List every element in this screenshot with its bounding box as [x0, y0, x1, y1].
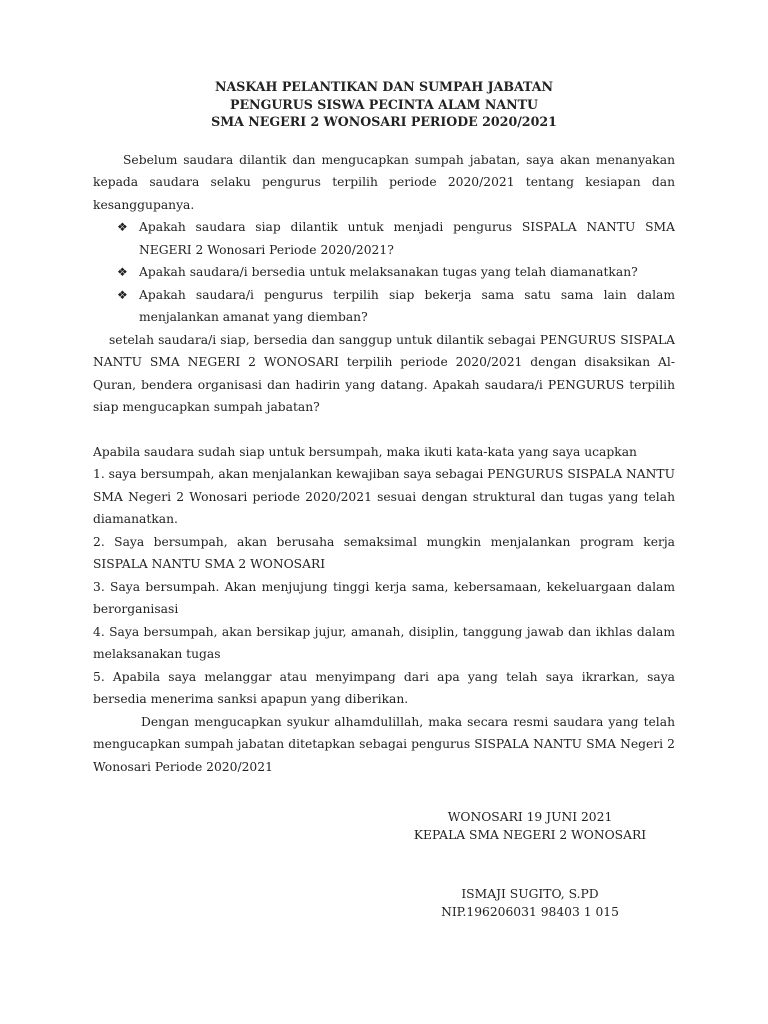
document-page	[93, 78, 675, 778]
oath-intro: Apabila saudara sudah siap untuk bersumpah, maka ikuti kata-kata yang saya ucapkan	[93, 444, 637, 459]
signer-position: KEPALA SMA NEGERI 2 WONOSARI	[413, 828, 647, 842]
title-line-1: NASKAH PELANTIKAN DAN SUMPAH JABATAN	[214, 79, 554, 94]
diamond-bullet-icon: ❖	[117, 265, 128, 279]
diamond-bullet-icon: ❖	[117, 287, 128, 302]
title-line-2: PENGURUS SISWA PECINTA ALAM NANTU	[229, 96, 539, 112]
closing-paragraph: Dengan mengucapkan syukur alhamdulillah, maka secara resmi saudara yang telah mengucapkan sumpah jabatan ditetapkan sebagai pengurus SISPALA NANTU SMA Negeri 2 Wonosari Periode 2020/2021	[93, 714, 675, 774]
oath-item: 2. Saya bersumpah, akan berusaha semaksimal mungkin menjalankan program kerja SISPALA NANTU SMA 2 WONOSARI	[93, 534, 675, 571]
diamond-bullet-icon: ❖	[117, 220, 128, 234]
document-title	[93, 78, 675, 131]
confirmation-paragraph: setelah saudara/i siap, bersedia dan sanggup untuk dilantik sebagai PENGURUS SISPALA NANTU SMA NEGERI 2 WONOSARI terpilih periode 2020/2021 dengan disaksikan Al-Quran, bendera organisasi dan hadirin yang datang. Apakah saudara/i PENGURUS terpilih siap mengucapkan sumpah jabatan?	[93, 332, 675, 414]
question-list	[93, 216, 675, 329]
intro-paragraph: Sebelum saudara dilantik dan mengucapkan sumpah jabatan, saya akan menanyakan kepada saudara selaku pengurus terpilih periode 2020/2021 tentang kesiapan dan kesanggupanya.	[93, 152, 675, 212]
oath-item: 1. saya bersumpah, akan menjalankan kewajiban saya sebagai PENGURUS SISPALA NANTU SMA Negeri 2 Wonosari periode 2020/2021 sesuai dengan struktural dan tugas yang telah diamanatkan.	[93, 467, 675, 526]
spacer	[93, 419, 675, 441]
signer-name: ISMAJI SUGITO, S.PD	[461, 887, 599, 901]
question-text: Apakah saudara/i pengurus terpilih siap bekerja sama satu sama lain dalam menjalankan amanat yang diemban?	[139, 287, 675, 324]
signer-nip: NIP.196206031 98403 1 015	[441, 905, 619, 919]
place-date: WONOSARI 19 JUNI 2021	[447, 810, 613, 824]
title-line-3: SMA NEGERI 2 WONOSARI PERIODE 2020/2021	[211, 114, 557, 129]
oath-item: 4. Saya bersumpah, akan bersikap jujur, amanah, disiplin, tanggung jawab dan ikhlas dalam melaksanakan tugas	[93, 624, 675, 661]
question-item	[117, 284, 675, 329]
oath-item: 5. Apabila saya melanggar atau menyimpang dari apa yang telah saya ikrarkan, saya bersedia menerima sanksi apapun yang diberikan.	[93, 669, 675, 706]
oath-item: 3. Saya bersumpah. Akan menjujung tinggi kerja sama, kebersamaan, kekeluargaan dalam berorganisasi	[93, 579, 675, 616]
question-text: Apakah saudara/i bersedia untuk melaksanakan tugas yang telah diamanatkan?	[139, 265, 638, 279]
question-item	[117, 261, 675, 284]
question-text: Apakah saudara siap dilantik untuk menjadi pengurus SISPALA NANTU SMA NEGERI 2 Wonosari Periode 2020/2021?	[139, 220, 675, 257]
question-item	[117, 216, 675, 261]
